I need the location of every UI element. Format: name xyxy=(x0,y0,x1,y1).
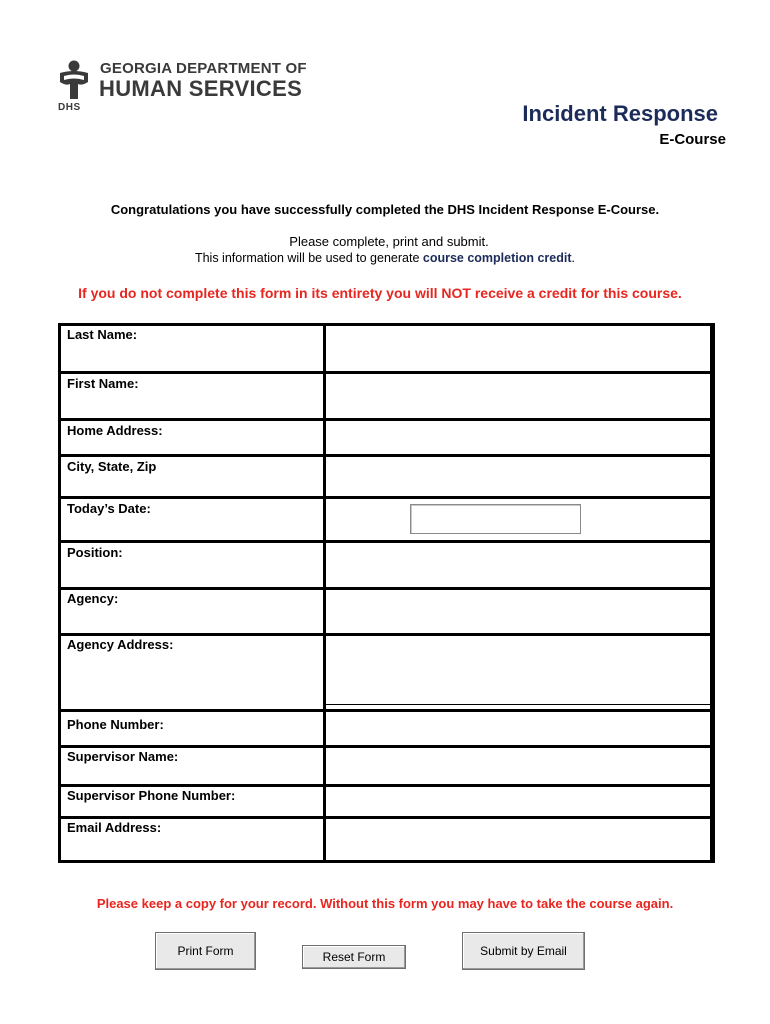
label-email-address: Email Address: xyxy=(67,820,162,835)
table-right-border xyxy=(710,326,712,860)
last-name-field[interactable] xyxy=(326,326,710,371)
instruction-text: Please complete, print and submit. xyxy=(289,234,489,249)
label-supervisor-phone: Supervisor Phone Number: xyxy=(67,788,236,803)
label-last-name: Last Name: xyxy=(67,327,138,342)
agency-field[interactable] xyxy=(326,590,710,633)
instruction-suffix: . xyxy=(571,251,576,265)
label-supervisor-name: Supervisor Name: xyxy=(67,749,179,764)
agency-address-field[interactable] xyxy=(326,636,710,704)
logo-line2: HUMAN SERVICES xyxy=(99,76,303,101)
instruction-prefix: This information will be used to generate xyxy=(194,251,423,265)
instruction-credit-text xyxy=(0,251,770,265)
page-subtitle: E-Course xyxy=(659,131,726,148)
todays-date-input[interactable] xyxy=(410,504,581,534)
city-state-zip-field[interactable] xyxy=(326,457,710,496)
label-home-address: Home Address: xyxy=(67,423,163,438)
first-name-field[interactable] xyxy=(326,374,710,418)
reset-form-button[interactable]: Reset Form xyxy=(302,945,406,969)
label-agency-address: Agency Address: xyxy=(67,637,174,652)
instruction-emphasis: course completion credit xyxy=(422,251,572,265)
row-divider xyxy=(61,496,712,499)
phone-number-field[interactable] xyxy=(326,712,710,745)
dhs-logo xyxy=(58,58,328,118)
label-todays-date: Today’s Date: xyxy=(67,501,151,516)
completion-warning: If you do not complete this form in its entirety you will NOT receive a credit for this course. xyxy=(78,285,682,301)
position-field[interactable] xyxy=(326,543,710,587)
label-phone-number: Phone Number: xyxy=(67,717,164,732)
supervisor-name-field[interactable] xyxy=(326,748,710,784)
dhs-figure-icon xyxy=(58,60,90,100)
label-position: Position: xyxy=(67,545,123,560)
logo-line1: GEORGIA DEPARTMENT OF xyxy=(100,60,307,77)
label-city-state-zip: City, State, Zip xyxy=(67,459,157,474)
home-address-field[interactable] xyxy=(326,421,710,454)
email-address-field[interactable] xyxy=(326,819,710,860)
label-first-name: First Name: xyxy=(67,376,139,391)
logo-abbreviation: DHS xyxy=(58,102,81,113)
print-form-button[interactable]: Print Form xyxy=(155,932,256,970)
submit-by-email-button[interactable]: Submit by Email xyxy=(462,932,585,970)
page-title: Incident Response xyxy=(522,101,718,126)
registration-form-table xyxy=(58,323,715,863)
keep-copy-note: Please keep a copy for your record. Without this form you may have to take the course again. xyxy=(96,896,674,911)
label-agency: Agency: xyxy=(67,591,119,606)
row-divider-double xyxy=(326,704,712,705)
supervisor-phone-field[interactable] xyxy=(326,787,710,816)
congratulations-text: Congratulations you have successfully completed the DHS Incident Response E-Course. xyxy=(110,202,660,217)
